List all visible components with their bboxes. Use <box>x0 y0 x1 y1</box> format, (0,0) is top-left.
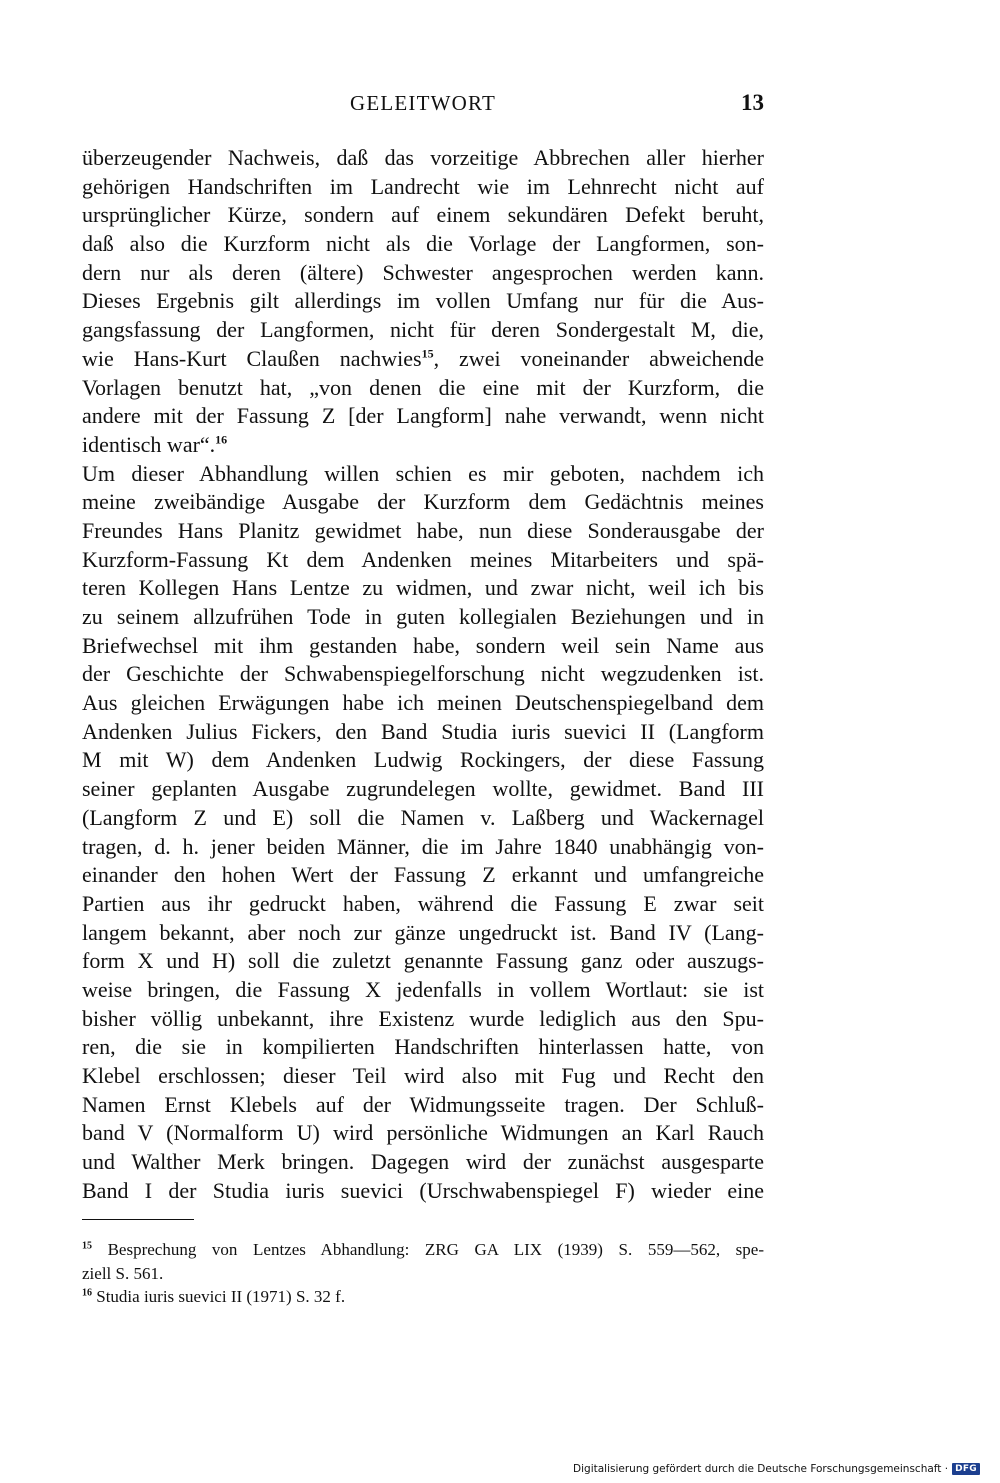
running-title: GELEITWORT <box>349 91 497 115</box>
text-line <box>82 1005 764 1034</box>
footnote-text: Besprechung von Lentzes Abhandlung: ZRG GA LIX (1939) S. 559—562, spe- <box>92 1240 764 1259</box>
text-line-content: daß also die Kurzform nicht als die Vorlage der Langformen, son- <box>82 231 764 257</box>
footnote-number: 15 <box>82 1240 92 1252</box>
text-line-content: seiner geplanten Ausgabe zugrundelegen wollte, gewidmet. Band III <box>82 776 764 802</box>
text-line <box>82 488 764 517</box>
text-line-content: dern nur als deren (ältere) Schwester angesprochen werden kann. <box>82 259 764 285</box>
text-line-content: andere mit der Fassung Z [der Langform] nahe verwandt, wenn nicht <box>82 403 764 429</box>
text-line <box>82 947 764 976</box>
text-line-content: form X und H) soll die zuletzt genannte Fassung ganz oder auszugs- <box>82 948 764 974</box>
text-line-content: bisher völlig unbekannt, ihre Existenz wurde lediglich aus den Spu- <box>82 1005 764 1031</box>
text-line <box>82 259 764 288</box>
text-line <box>82 517 764 546</box>
text-line-content: langem bekannt, aber noch zur gänze ungedruckt ist. Band IV (Lang- <box>82 919 764 945</box>
text-line <box>82 833 764 862</box>
text-line-content: gangsfassung der Langformen, nicht für deren Sondergestalt M, die, <box>82 317 764 343</box>
text-line-content: Freundes Hans Planitz gewidmet habe, nun diese Sonderausgabe der <box>82 517 764 543</box>
text-line <box>82 345 764 374</box>
text-line <box>82 1091 764 1120</box>
text-line <box>82 431 764 460</box>
page-number: 13 <box>741 90 764 115</box>
text-line <box>82 861 764 890</box>
text-line-content: Klebel erschlossen; dieser Teil wird also mit Fug und Recht den <box>82 1063 764 1088</box>
text-line <box>82 230 764 259</box>
footnote-text: Studia iuris suevici II (1971) S. 32 f. <box>92 1287 346 1306</box>
body-text <box>82 144 764 1205</box>
text-line-content: meine zweibändige Ausgabe der Kurzform dem Gedächtnis meines <box>82 489 764 515</box>
text-line-content: tragen, d. h. jener beiden Männer, die im Jahre 1840 unabhängig von- <box>82 833 764 859</box>
text-line <box>82 660 764 689</box>
text-line-content: M mit W) dem Andenken Ludwig Rockingers, der diese Fassung <box>82 747 764 773</box>
text-line <box>82 460 764 489</box>
text-line-content: identisch war“. <box>82 431 216 457</box>
text-line-content: wie Hans-Kurt Claußen nachwies <box>82 345 422 371</box>
text-line <box>82 287 764 316</box>
footnote-line <box>82 1262 764 1286</box>
text-line <box>82 1148 764 1177</box>
text-line <box>82 890 764 919</box>
text-line <box>82 1119 764 1148</box>
text-line-content: Dieses Ergebnis gilt allerdings im vollen Umfang nur für die Aus- <box>82 288 764 314</box>
text-line-content: (Langform Z und E) soll die Namen v. Laßberg und Wackernagel <box>82 804 764 830</box>
footnote-reference: 16 <box>215 432 228 447</box>
text-line-content: teren Kollegen Hans Lentze zu widmen, und zwar nicht, weil ich bis <box>82 575 764 601</box>
footnote-line <box>82 1238 764 1262</box>
text-line <box>82 976 764 1005</box>
dfg-logo: DFG <box>952 1463 980 1475</box>
running-header <box>82 88 764 118</box>
text-line-content: zu seinem allzufrühen Tode in guten kollegialen Beziehungen und in <box>82 604 764 629</box>
text-line <box>82 201 764 230</box>
footnotes <box>82 1238 764 1309</box>
text-line <box>82 1177 764 1206</box>
footnote-separator <box>82 1219 194 1220</box>
text-line-content: Briefwechsel mit ihm gestanden habe, sondern weil sein Name aus <box>82 632 764 658</box>
text-line-content: Andenken Julius Fickers, den Band Studia iuris suevici II (Langform <box>82 718 764 744</box>
digitization-credit <box>573 1462 980 1476</box>
text-line-content: ursprünglicher Kürze, sondern auf einem sekundären Defekt beruht, <box>82 202 764 228</box>
text-line <box>82 632 764 661</box>
text-line-content: Um dieser Abhandlung willen schien es mir geboten, nachdem ich <box>82 460 764 486</box>
text-line <box>82 173 764 202</box>
text-line-content: gehörigen Handschriften im Landrecht wie im Lehnrecht nicht auf <box>82 173 764 199</box>
text-line-content: , zwei voneinander abweichende <box>433 345 764 371</box>
text-line-content: Vorlagen benutzt hat, „von denen die eine mit der Kurzform, die <box>82 374 764 400</box>
text-line-content: band V (Normalform U) wird persönliche Widmungen an Karl Rauch <box>82 1120 764 1146</box>
text-line-content: überzeugender Nachweis, daß das vorzeitige Abbrechen aller hierher <box>82 145 764 170</box>
text-line <box>82 775 764 804</box>
text-line <box>82 1033 764 1062</box>
footnote-reference: 15 <box>421 346 434 361</box>
footnote-text: ziell S. 561. <box>82 1263 164 1283</box>
text-line-content: ren, die sie in kompilierten Handschriften hinterlassen hatte, von <box>82 1034 764 1060</box>
text-line-content: einander den hohen Wert der Fassung Z erkannt und umfangreiche <box>82 862 764 888</box>
text-line-content: Namen Ernst Klebels auf der Widmungsseite tragen. Der Schluß- <box>82 1091 764 1117</box>
text-line <box>82 689 764 718</box>
footnote-line <box>82 1285 764 1309</box>
text-line <box>82 574 764 603</box>
text-line <box>82 144 764 173</box>
text-line-content: Partien aus ihr gedruckt haben, während die Fassung E zwar seit <box>82 890 764 916</box>
text-line-content: und Walther Merk bringen. Dagegen wird der zunächst ausgesparte <box>82 1149 764 1175</box>
text-line <box>82 402 764 431</box>
text-line <box>82 603 764 632</box>
text-line <box>82 374 764 403</box>
digitization-credit-text: Digitalisierung gefördert durch die Deutsche Forschungsgemeinschaft · <box>573 1463 949 1475</box>
text-line <box>82 1062 764 1091</box>
text-line-content: weise bringen, die Fassung X jedenfalls in vollem Wortlaut: sie ist <box>82 976 764 1002</box>
text-line <box>82 316 764 345</box>
text-line <box>82 546 764 575</box>
text-line-content: Band I der Studia iuris suevici (Urschwabenspiegel F) wieder eine <box>82 1177 764 1203</box>
text-line <box>82 804 764 833</box>
text-line-content: der Geschichte der Schwabenspiegelforschung nicht wegzudenken ist. <box>82 661 764 687</box>
text-line <box>82 746 764 775</box>
text-line <box>82 718 764 747</box>
footnote-number: 16 <box>82 1287 92 1299</box>
text-line-content: Kurzform-Fassung Kt dem Andenken meines Mitarbeiters und spä- <box>82 546 764 572</box>
text-line <box>82 919 764 948</box>
text-line-content: Aus gleichen Erwägungen habe ich meinen Deutschenspiegelband dem <box>82 690 764 716</box>
